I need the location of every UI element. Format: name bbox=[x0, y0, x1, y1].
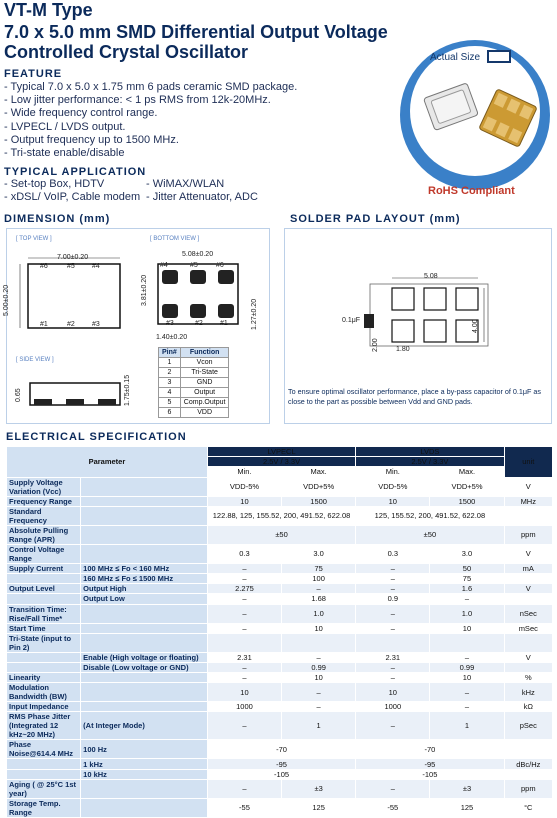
table-cell: MHz bbox=[504, 496, 552, 506]
table-cell: – bbox=[282, 683, 356, 702]
application-col-1 bbox=[4, 178, 140, 204]
table-cell: 100 Hz bbox=[81, 740, 208, 759]
table-row bbox=[7, 740, 553, 759]
table-cell: 160 MHz ≤ Fo ≤ 1500 MHz bbox=[81, 573, 208, 583]
table-cell bbox=[81, 702, 208, 712]
table-cell bbox=[504, 662, 552, 672]
table-cell: Output High bbox=[81, 584, 208, 594]
table-cell bbox=[504, 633, 552, 652]
table-cell: VDD+5% bbox=[430, 477, 504, 496]
table-cell: – bbox=[207, 673, 281, 683]
pin-4-top: #4 bbox=[92, 263, 100, 270]
product-subtitle-1: 7.0 x 5.0 mm SMD Differential Output Voltage bbox=[4, 22, 388, 42]
table-cell: Output Low bbox=[81, 594, 208, 604]
actual-size-label: Actual Size bbox=[430, 52, 481, 63]
solder-width-dim: 5.08 bbox=[424, 273, 438, 280]
lvds-volt: 2.5V / 3.3V bbox=[356, 457, 504, 467]
pad-width-dim: 1.40±0.20 bbox=[156, 334, 188, 341]
dimension-heading: DIMENSION (mm) bbox=[4, 213, 111, 225]
solder-pad-width-dim: 1.80 bbox=[396, 346, 410, 353]
table-row bbox=[7, 779, 553, 798]
table-row: 5 Comp.Output bbox=[159, 398, 229, 408]
table-row bbox=[7, 759, 553, 769]
table-row bbox=[7, 544, 553, 563]
table-cell: – bbox=[430, 683, 504, 702]
table-cell: 2.275 bbox=[207, 584, 281, 594]
table-cell: 10 bbox=[282, 623, 356, 633]
table-cell: ±50 bbox=[356, 525, 504, 544]
table-cell: 1.0 bbox=[430, 604, 504, 623]
table-cell bbox=[504, 740, 552, 759]
table-row bbox=[7, 506, 553, 525]
table-cell: – bbox=[356, 712, 430, 740]
table-cell: Disable (Low voltage or GND) bbox=[81, 662, 208, 672]
pin-2-bottom: #2 bbox=[195, 320, 203, 327]
top-view-drawing bbox=[10, 250, 140, 335]
table-cell bbox=[504, 594, 552, 604]
table-cell: – bbox=[282, 584, 356, 594]
table-row bbox=[7, 662, 553, 672]
table-cell: 100 MHz ≤ Fo < 160 MHz bbox=[81, 563, 208, 573]
table-cell: -70 bbox=[207, 740, 355, 759]
table-cell: 125, 155.52, 200, 491.52, 622.08 bbox=[356, 506, 504, 525]
table-cell: – bbox=[207, 594, 281, 604]
table-cell bbox=[81, 525, 208, 544]
application-heading: TYPICAL APPLICATION bbox=[4, 166, 147, 178]
bottom-height-dim: 3.81±0.20 bbox=[141, 274, 148, 306]
table-cell: 0.9 bbox=[356, 594, 430, 604]
table-cell bbox=[356, 633, 430, 652]
table-cell: ppm bbox=[504, 525, 552, 544]
feature-heading: FEATURE bbox=[4, 68, 63, 80]
table-cell: – bbox=[207, 662, 281, 672]
side-view-label: [ SIDE VIEW ] bbox=[16, 357, 54, 363]
solder-pad-height-dim: 2.00 bbox=[372, 338, 379, 352]
solder-height-dim: 4.00 bbox=[472, 319, 479, 333]
table-cell: 2.31 bbox=[356, 652, 430, 662]
table-cell bbox=[7, 662, 81, 672]
feature-item: - Output frequency up to 1500 MHz. bbox=[4, 133, 179, 146]
rohs-compliant-label: RoHS Compliant bbox=[428, 185, 515, 197]
capacitor-label: 0.1μF bbox=[342, 317, 361, 324]
table-cell: -70 bbox=[356, 740, 504, 759]
top-width-dim: 7.00±0.20 bbox=[57, 254, 89, 261]
pin-5-bottom: #5 bbox=[190, 262, 198, 269]
table-row bbox=[7, 798, 553, 817]
table-cell: – bbox=[356, 662, 430, 672]
table-cell: -105 bbox=[207, 769, 355, 779]
pin-1-bottom: #1 bbox=[220, 320, 228, 327]
side-view-drawing bbox=[20, 375, 130, 415]
pin-2-top: #2 bbox=[67, 321, 75, 328]
pad-height-dim: 1.27±0.20 bbox=[251, 298, 258, 330]
table-cell: Aging ( @ 25°C 1st year) bbox=[7, 779, 81, 798]
table-row: 4 Output bbox=[159, 388, 229, 398]
feature-list bbox=[4, 81, 297, 160]
table-row: 1 Vcon bbox=[159, 358, 229, 368]
lvpecl-volt: 2.5V / 3.3V bbox=[207, 457, 355, 467]
table-cell bbox=[81, 779, 208, 798]
max-header: Max. bbox=[430, 467, 504, 477]
table-cell: -55 bbox=[207, 798, 281, 817]
table-cell: nSec bbox=[504, 604, 552, 623]
table-cell: kΩ bbox=[504, 702, 552, 712]
table-cell: ppm bbox=[504, 779, 552, 798]
table-cell: – bbox=[356, 623, 430, 633]
spec-table bbox=[6, 446, 553, 818]
table-cell: kHz bbox=[504, 683, 552, 702]
table-cell: ±50 bbox=[207, 525, 355, 544]
table-cell: – bbox=[207, 712, 281, 740]
table-cell: 10 bbox=[282, 673, 356, 683]
table-cell: Linearity bbox=[7, 673, 81, 683]
table-cell: – bbox=[282, 702, 356, 712]
lvds-header: LVDS bbox=[356, 447, 504, 457]
table-row bbox=[7, 652, 553, 662]
table-cell: V bbox=[504, 544, 552, 563]
parameter-header: Parameter bbox=[7, 447, 208, 478]
table-cell: 10 bbox=[430, 623, 504, 633]
function-column-header: Function bbox=[180, 348, 229, 358]
product-subtitle-2: Controlled Crystal Oscillator bbox=[4, 42, 249, 62]
table-cell: – bbox=[356, 604, 430, 623]
table-cell bbox=[81, 477, 208, 496]
table-cell: Input Impedance bbox=[7, 702, 81, 712]
table-cell: – bbox=[207, 563, 281, 573]
table-cell bbox=[207, 633, 281, 652]
table-row bbox=[7, 712, 553, 740]
lvpecl-header: LVPECL bbox=[207, 447, 355, 457]
table-cell: – bbox=[356, 779, 430, 798]
table-cell: – bbox=[356, 573, 430, 583]
table-cell bbox=[7, 769, 81, 779]
application-item: - Set-top Box, HDTV bbox=[4, 178, 105, 190]
table-cell bbox=[430, 633, 504, 652]
table-cell bbox=[81, 604, 208, 623]
table-cell: VDD+5% bbox=[282, 477, 356, 496]
table-cell: Tri-State (input to Pin 2) bbox=[7, 633, 81, 652]
side-pad-dim: 0.65 bbox=[15, 388, 22, 402]
feature-item: - Wide frequency control range. bbox=[4, 107, 158, 120]
table-cell: Enable (High voltage or floating) bbox=[81, 652, 208, 662]
table-row bbox=[7, 633, 553, 652]
table-cell: -55 bbox=[356, 798, 430, 817]
table-cell: -95 bbox=[356, 759, 504, 769]
table-cell: ±3 bbox=[282, 779, 356, 798]
table-cell bbox=[81, 623, 208, 633]
solder-note: To ensure optimal oscillator performance, place a by-pass capacitor of 0.1μF as close to the part as possible between Vdd and GND pads. bbox=[288, 387, 542, 406]
table-cell: 0.99 bbox=[430, 662, 504, 672]
table-cell: Supply Voltage Variation (Vcc) bbox=[7, 477, 81, 496]
table-cell: 1 bbox=[430, 712, 504, 740]
pin-1-top: #1 bbox=[40, 321, 48, 328]
table-cell bbox=[504, 769, 552, 779]
top-view-label: [ TOP VIEW ] bbox=[16, 236, 52, 242]
table-cell: Storage Temp. Range bbox=[7, 798, 81, 817]
table-cell: Control Voltage Range bbox=[7, 544, 81, 563]
table-row bbox=[7, 496, 553, 506]
table-row bbox=[7, 563, 553, 573]
table-cell: VDD-5% bbox=[356, 477, 430, 496]
table-row bbox=[7, 584, 553, 594]
table-cell: – bbox=[430, 652, 504, 662]
table-cell bbox=[7, 759, 81, 769]
table-cell: Modulation Bandwidth (BW) bbox=[7, 683, 81, 702]
table-row bbox=[7, 525, 553, 544]
solder-heading: SOLDER PAD LAYOUT (mm) bbox=[290, 213, 461, 225]
application-item: - WiMAX/WLAN bbox=[146, 178, 225, 190]
table-row bbox=[7, 573, 553, 583]
table-row bbox=[7, 702, 553, 712]
table-row: 3 GND bbox=[159, 378, 229, 388]
table-row bbox=[7, 594, 553, 604]
table-cell bbox=[7, 594, 81, 604]
table-cell: ±3 bbox=[430, 779, 504, 798]
table-cell: V bbox=[504, 477, 552, 496]
table-cell: Transition Time: Rise/Fall Time* bbox=[7, 604, 81, 623]
table-cell: 0.99 bbox=[282, 662, 356, 672]
feature-item: - Low jitter performance: < 1 ps RMS from 12k-20MHz. bbox=[4, 94, 271, 107]
table-row bbox=[7, 604, 553, 623]
pin-4-bottom: #4 bbox=[160, 262, 168, 269]
feature-item: - LVPECL / LVDS output. bbox=[4, 120, 126, 133]
table-cell: – bbox=[207, 779, 281, 798]
table-cell: 10 bbox=[207, 496, 281, 506]
table-cell: – bbox=[430, 702, 504, 712]
table-cell: Frequency Range bbox=[7, 496, 81, 506]
table-cell: 1.68 bbox=[282, 594, 356, 604]
table-cell: 75 bbox=[282, 563, 356, 573]
side-height-dim: 1.75±0.15 bbox=[124, 374, 131, 406]
table-cell: 10 bbox=[207, 683, 281, 702]
table-row bbox=[7, 623, 553, 633]
table-cell: 1000 bbox=[356, 702, 430, 712]
table-cell: 3.0 bbox=[282, 544, 356, 563]
bottom-width-dim: 5.08±0.20 bbox=[182, 251, 214, 258]
table-cell: -105 bbox=[356, 769, 504, 779]
table-row bbox=[7, 683, 553, 702]
table-cell: pSec bbox=[504, 712, 552, 740]
application-item: - Jitter Attenuator, ADC bbox=[146, 191, 258, 204]
table-cell bbox=[81, 633, 208, 652]
table-cell: 100 bbox=[282, 573, 356, 583]
table-cell: 125 bbox=[282, 798, 356, 817]
table-cell: 2.31 bbox=[207, 652, 281, 662]
table-cell: – bbox=[356, 563, 430, 573]
table-cell: V bbox=[504, 652, 552, 662]
table-cell: 0.3 bbox=[207, 544, 281, 563]
table-cell: mSec bbox=[504, 623, 552, 633]
table-cell bbox=[504, 573, 552, 583]
spec-heading: ELECTRICAL SPECIFICATION bbox=[6, 431, 187, 443]
table-cell: 1500 bbox=[430, 496, 504, 506]
table-cell bbox=[81, 798, 208, 817]
table-cell: Absolute Pulling Range (APR) bbox=[7, 525, 81, 544]
table-cell: mA bbox=[504, 563, 552, 573]
solder-pad-drawing bbox=[340, 272, 500, 362]
table-cell: Supply Current bbox=[7, 563, 81, 573]
table-cell bbox=[504, 506, 552, 525]
table-row bbox=[7, 673, 553, 683]
table-cell bbox=[81, 544, 208, 563]
application-col-2 bbox=[146, 178, 258, 204]
table-row: 6 VDD bbox=[159, 408, 229, 418]
table-row bbox=[7, 477, 553, 496]
unit-header: unit bbox=[504, 447, 552, 478]
table-cell: – bbox=[207, 623, 281, 633]
application-item: - xDSL/ VoIP, Cable modem bbox=[4, 191, 141, 204]
table-cell: 125 bbox=[430, 798, 504, 817]
table-cell bbox=[282, 633, 356, 652]
table-row bbox=[7, 769, 553, 779]
table-cell: 1.6 bbox=[430, 584, 504, 594]
table-cell: – bbox=[207, 604, 281, 623]
table-cell: 1000 bbox=[207, 702, 281, 712]
table-cell: 1.0 bbox=[282, 604, 356, 623]
table-cell: – bbox=[430, 594, 504, 604]
min-header: Min. bbox=[356, 467, 430, 477]
table-cell: dBc/Hz bbox=[504, 759, 552, 769]
feature-item: - Typical 7.0 x 5.0 x 1.75 mm 6 pads ceramic SMD package. bbox=[4, 81, 298, 93]
table-cell: (At Integer Mode) bbox=[81, 712, 208, 740]
table-row: 2 Tri-State bbox=[159, 368, 229, 378]
table-cell bbox=[81, 496, 208, 506]
table-cell: – bbox=[356, 584, 430, 594]
table-cell: % bbox=[504, 673, 552, 683]
table-cell: °C bbox=[504, 798, 552, 817]
table-cell: 0.3 bbox=[356, 544, 430, 563]
table-cell bbox=[81, 683, 208, 702]
pin-3-bottom: #3 bbox=[166, 320, 174, 327]
table-cell: V bbox=[504, 584, 552, 594]
table-cell: 1500 bbox=[282, 496, 356, 506]
actual-size-box bbox=[487, 50, 511, 63]
table-cell bbox=[81, 673, 208, 683]
table-cell: 122.88, 125, 155.52, 200, 491.52, 622.08 bbox=[207, 506, 355, 525]
pin-column-header: Pin# bbox=[159, 348, 181, 358]
table-cell: 10 bbox=[356, 683, 430, 702]
table-cell: 10 bbox=[430, 673, 504, 683]
pin-function-table bbox=[158, 347, 229, 418]
oscillator-photo bbox=[420, 70, 540, 160]
table-cell: 75 bbox=[430, 573, 504, 583]
table-cell: – bbox=[282, 652, 356, 662]
pin-3-top: #3 bbox=[92, 321, 100, 328]
pin-5-top: #5 bbox=[67, 263, 75, 270]
bottom-view-label: [ BOTTOM VIEW ] bbox=[150, 236, 200, 242]
table-cell: -95 bbox=[207, 759, 355, 769]
table-cell: Output Level bbox=[7, 584, 81, 594]
table-cell: 3.0 bbox=[430, 544, 504, 563]
table-cell bbox=[81, 506, 208, 525]
product-type-title: VT-M Type bbox=[4, 0, 93, 20]
table-cell: 1 kHz bbox=[81, 759, 208, 769]
pin-6-top: #6 bbox=[40, 263, 48, 270]
table-cell: Start Time bbox=[7, 623, 81, 633]
table-cell: – bbox=[356, 673, 430, 683]
table-cell: Phase Noise@614.4 MHz bbox=[7, 740, 81, 759]
max-header: Max. bbox=[282, 467, 356, 477]
table-cell: – bbox=[207, 573, 281, 583]
table-cell: 10 bbox=[356, 496, 430, 506]
table-cell: RMS Phase Jitter (Integrated 12 kHz~20 MHz) bbox=[7, 712, 81, 740]
min-header: Min. bbox=[207, 467, 281, 477]
table-cell: 50 bbox=[430, 563, 504, 573]
top-height-dim: 5.00±0.20 bbox=[3, 284, 10, 316]
feature-item: - Tri-state enable/disable bbox=[4, 147, 125, 160]
table-cell: Standard Frequency bbox=[7, 506, 81, 525]
table-cell: 10 kHz bbox=[81, 769, 208, 779]
table-cell bbox=[7, 573, 81, 583]
table-cell: VDD-5% bbox=[207, 477, 281, 496]
pin-6-bottom: #6 bbox=[216, 262, 224, 269]
table-cell bbox=[7, 652, 81, 662]
table-cell: 1 bbox=[282, 712, 356, 740]
